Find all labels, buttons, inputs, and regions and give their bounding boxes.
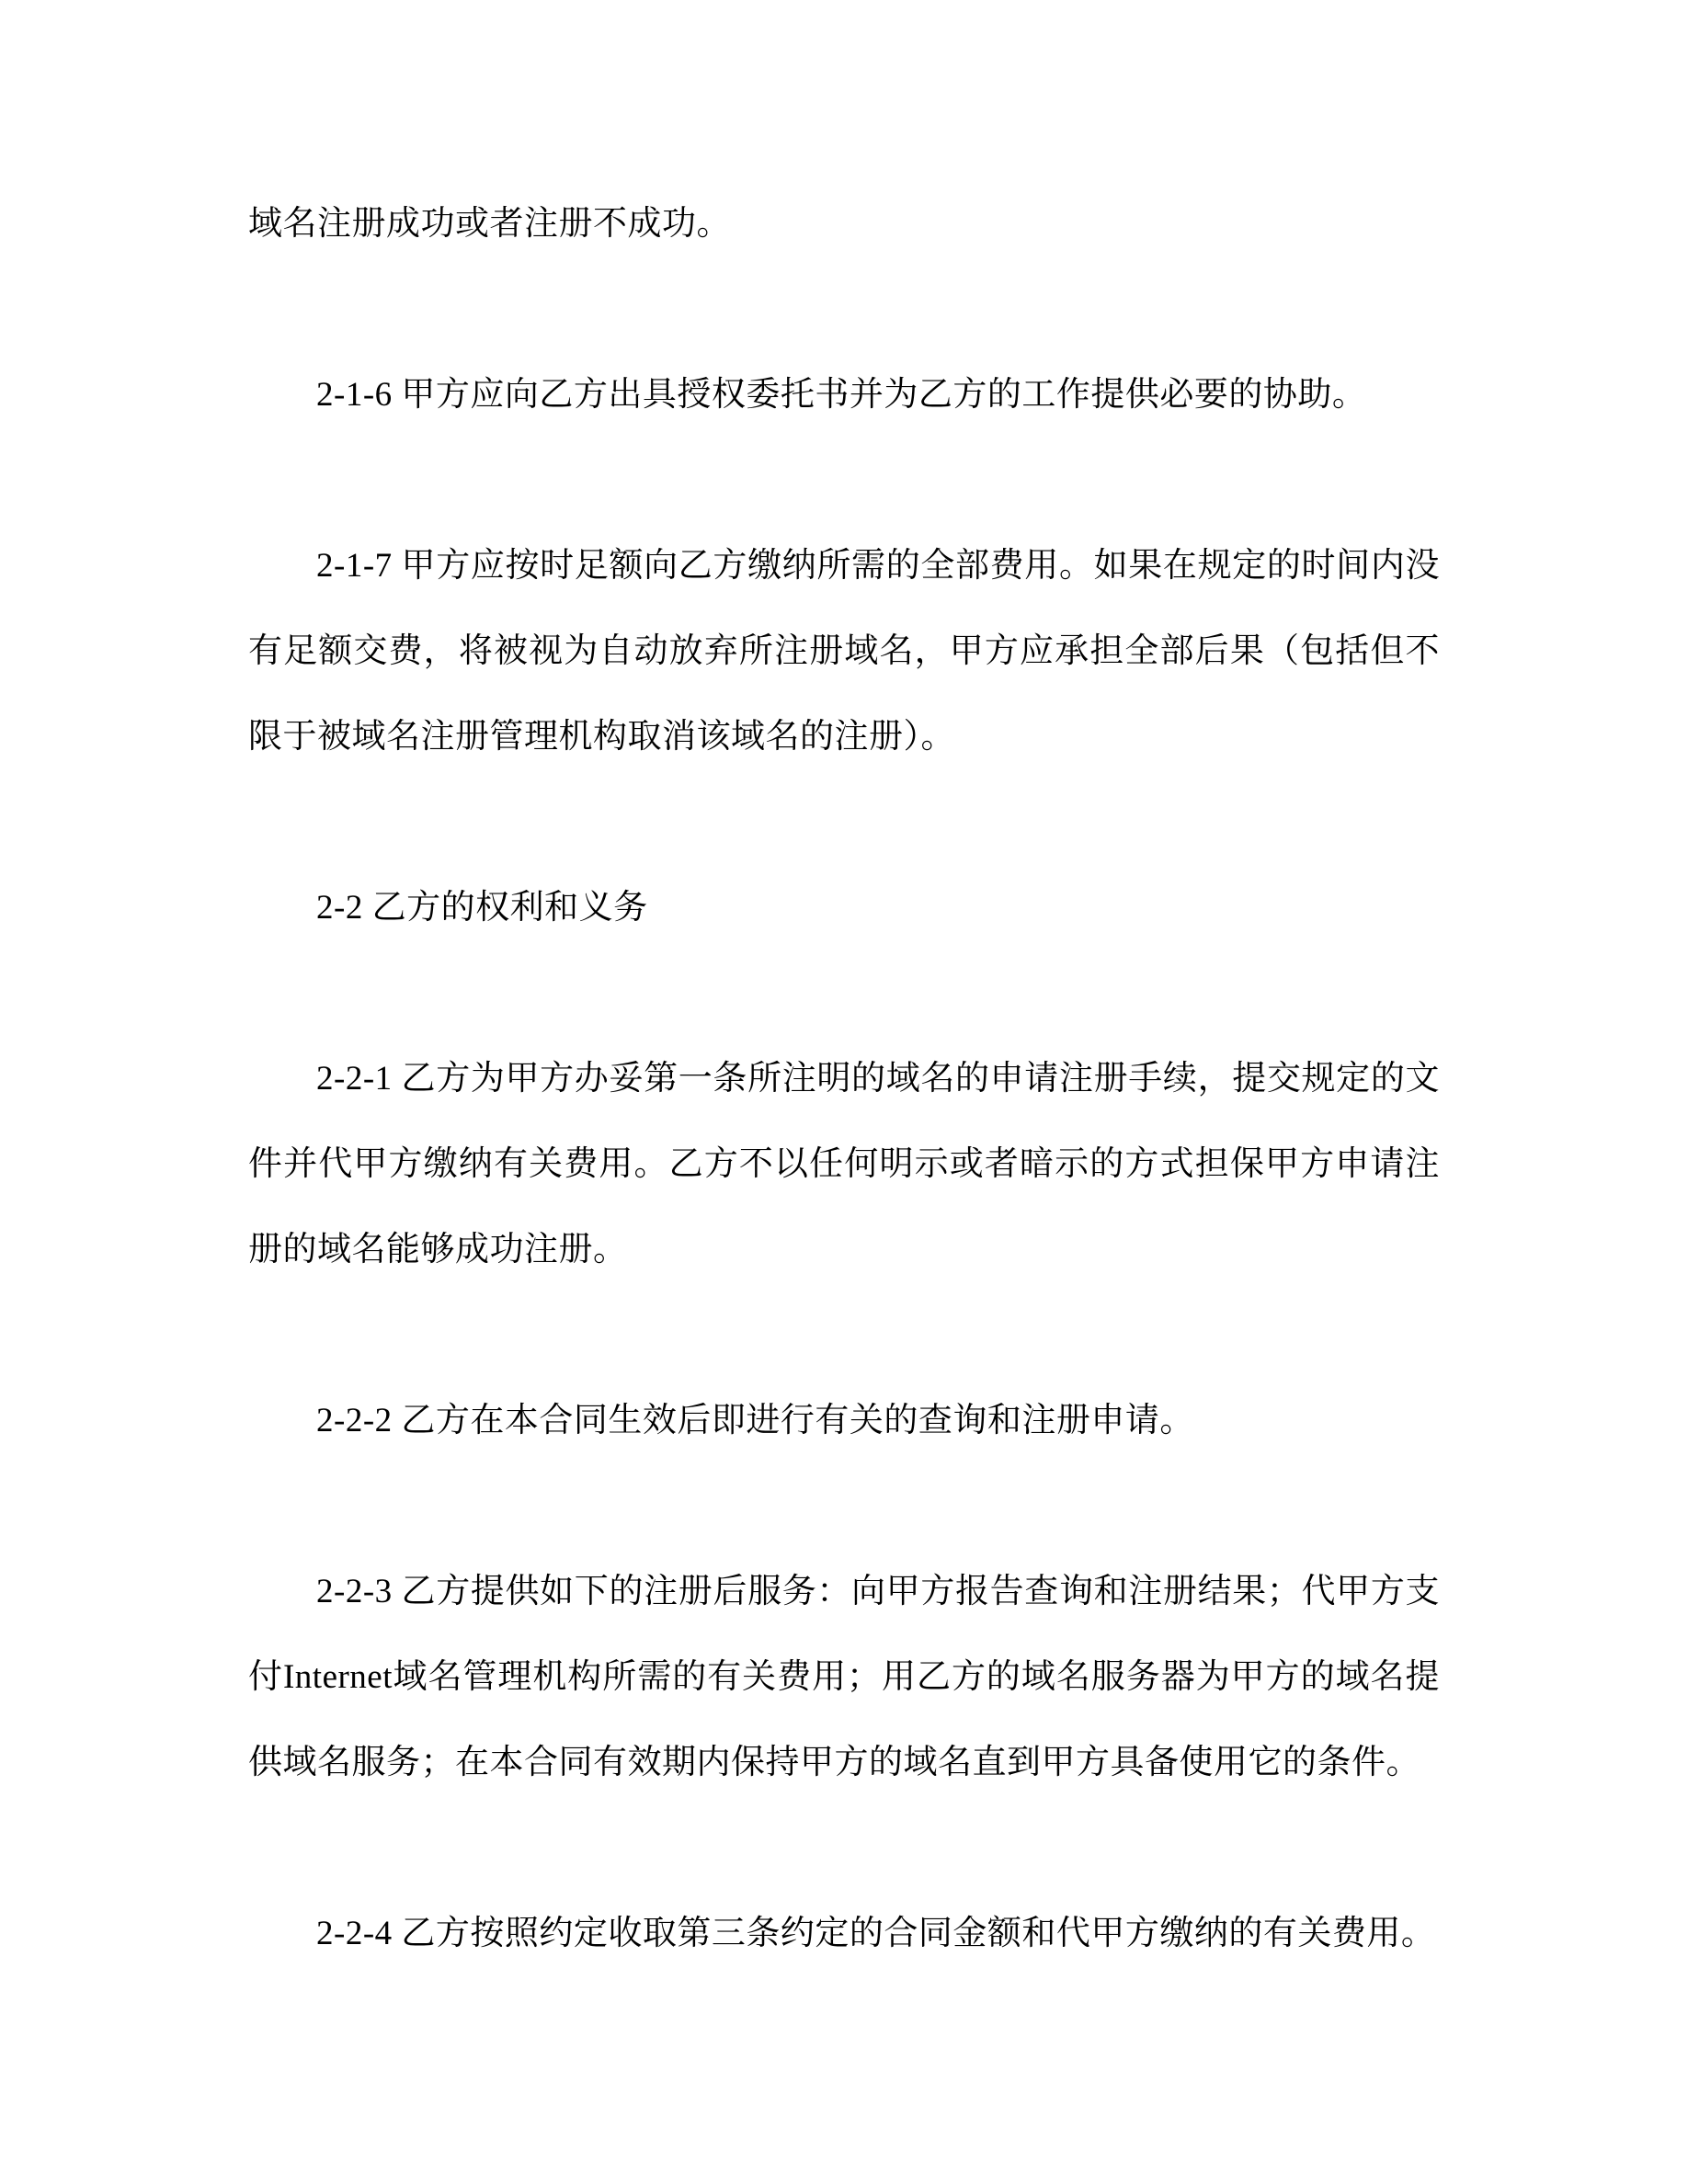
paragraph-clause-2-1-7: 2-1-7 甲方应按时足额向乙方缴纳所需的全部费用。如果在规定的时间内没有足额交费，将被视为自动放弃所注册域名，甲方应承担全部后果（包括但不限于被域名注册管理机构取消该域名的注册）。	[248, 547, 1440, 756]
paragraph-clause-2-2-4: 2-2-4 乙方按照约定收取第三条约定的合同金额和代甲方缴纳的有关费用。	[316, 1915, 1436, 1952]
paragraph-clause-2-1-6: 2-1-6 甲方应向乙方出具授权委托书并为乙方的工作提供必要的协助。	[316, 376, 1367, 414]
paragraph-clause-2-2-1: 2-2-1 乙方为甲方办妥第一条所注明的域名的申请注册手续，提交规定的文件并代甲方缴纳有关费用。乙方不以任何明示或者暗示的方式担保甲方申请注册的域名能够成功注册。	[248, 1060, 1440, 1268]
paragraph-clause-2-2-3: 2-2-3 乙方提供如下的注册后服务：向甲方报告查询和注册结果；代甲方支付Internet域名管理机构所需的有关费用；用乙方的域名服务器为甲方的域名提供域名服务；在本合同有效期内保持甲方的域名直到甲方具备使用它的条件。	[248, 1573, 1440, 1781]
paragraph-continuation: 域名注册成功或者注册不成功。	[248, 205, 731, 243]
document-content	[248, 181, 1440, 1976]
paragraph-clause-2-2-2: 2-2-2 乙方在本合同生效后即进行有关的查询和注册申请。	[316, 1402, 1194, 1439]
paragraph-heading-2-2: 2-2 乙方的权利和义务	[316, 889, 648, 927]
